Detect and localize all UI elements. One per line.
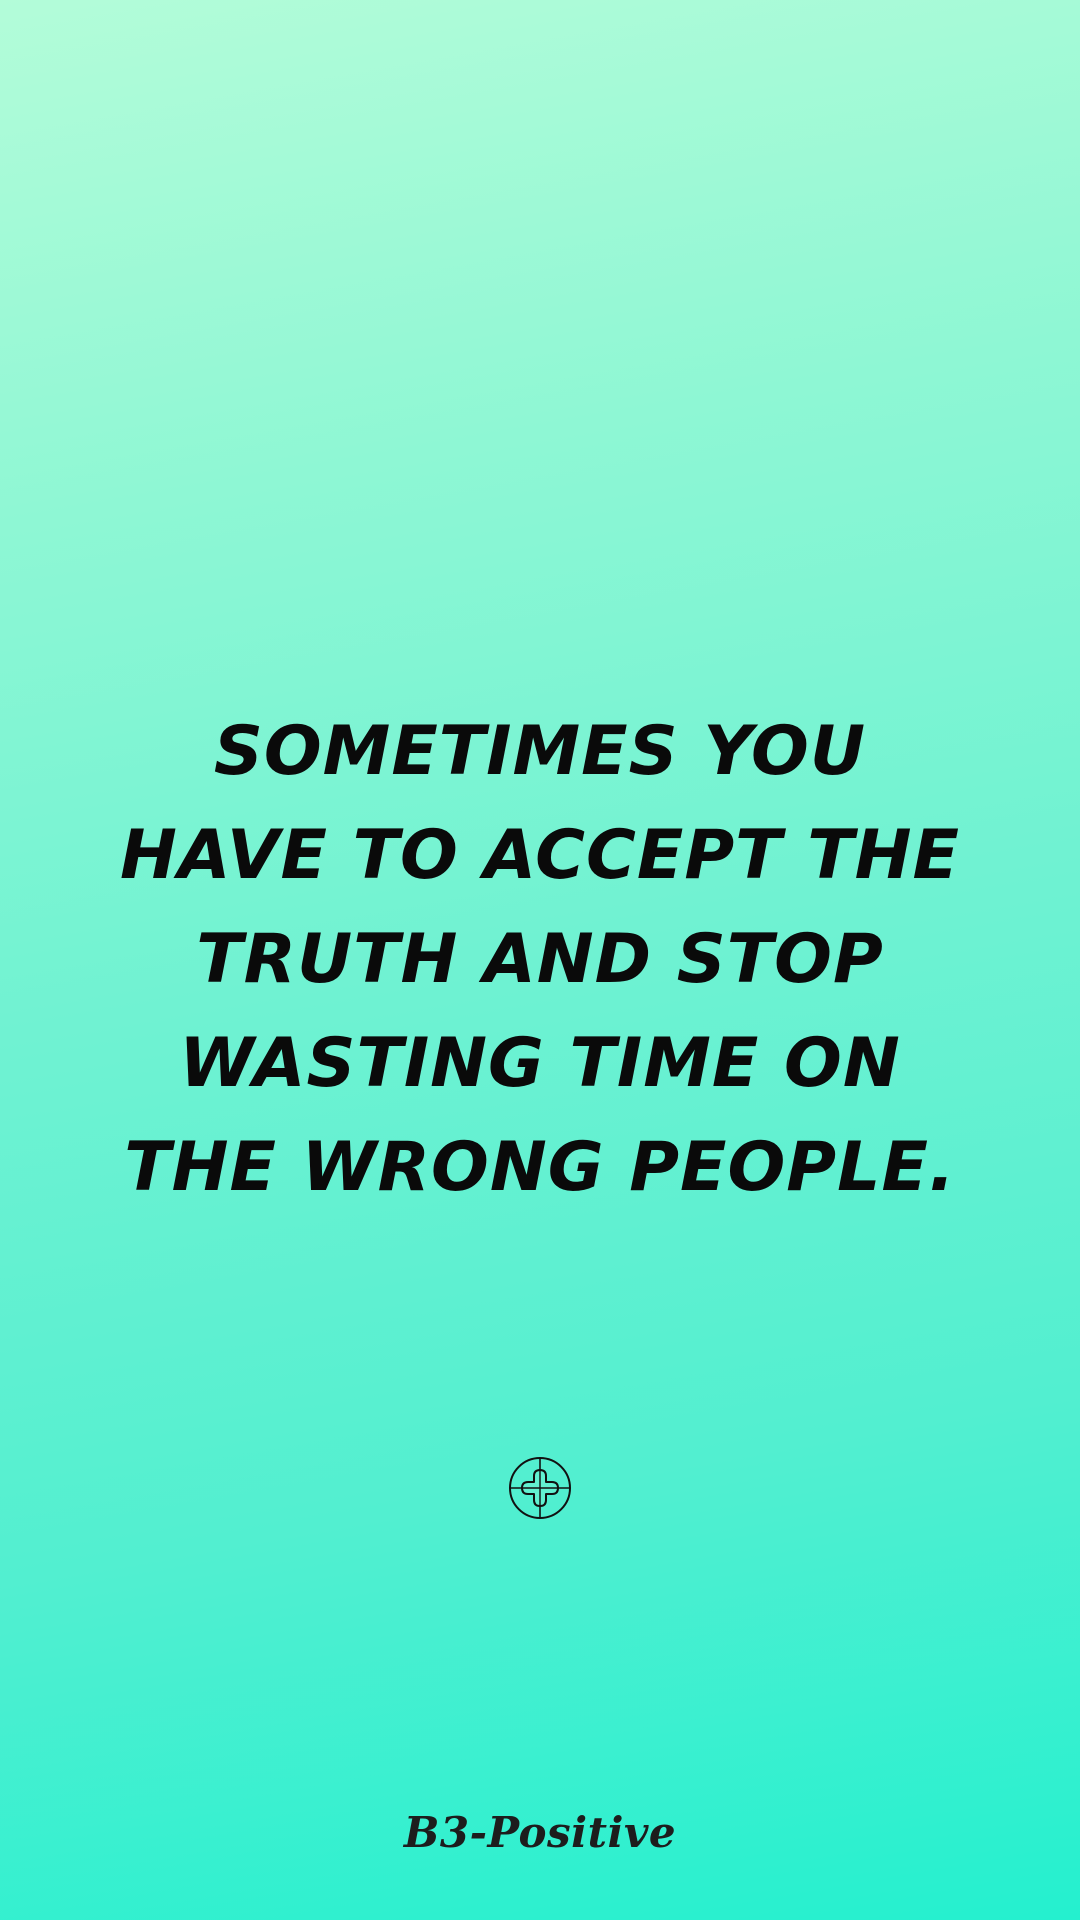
quote-line: WASTING TIME ON [179, 1024, 901, 1103]
quote-text [0, 700, 1080, 1220]
brand-signature: B3-Positive [403, 1808, 677, 1857]
quote-line: SOMETIMES YOU [213, 712, 867, 791]
quote-line: HAVE TO ACCEPT THE [120, 816, 960, 895]
quote-line: THE WRONG PEOPLE. [124, 1128, 956, 1207]
quote-line: TRUTH AND STOP [196, 920, 884, 999]
cross-circle-emblem-icon [508, 1456, 572, 1520]
